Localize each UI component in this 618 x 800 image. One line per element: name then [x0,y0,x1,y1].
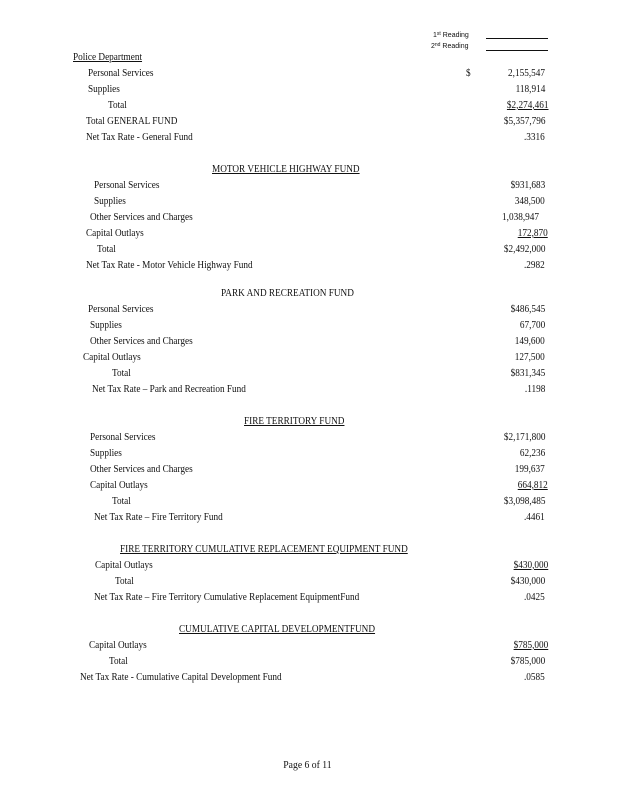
fire-other-services-label: Other Services and Charges [90,463,193,475]
park-supplies-label: Supplies [90,319,122,331]
ccd-capital-outlays-label: Capital Outlays [89,639,147,651]
fire-cre-capital-outlays-label: Capital Outlays [95,559,153,571]
ccd-total-label: Total [109,655,128,667]
fire-cre-net-tax-rate-value: .0425 [524,591,545,603]
general-net-tax-rate-value: .3316 [524,131,545,143]
fire-other-services-value: 199,637 [514,463,545,475]
police-supplies-label: Supplies [88,83,120,95]
fire-cre-total-label: Total [115,575,134,587]
fire-supplies-value: 62,236 [519,447,545,459]
park-capital-outlays-value: 127,500 [514,351,545,363]
mvh-supplies-value: 348,500 [514,195,545,207]
ccd-capital-outlays-value: $785,000 [513,639,548,651]
mvh-total-label: Total [97,243,116,255]
fire-cre-total-value: $430,000 [510,575,545,587]
fire-cre-capital-outlays-value: $430,000 [513,559,548,571]
total-general-fund-value: $5,357,796 [503,115,545,127]
mvh-fund-heading: MOTOR VEHICLE HIGHWAY FUND [212,163,360,175]
police-total-label: Total [108,99,127,111]
fire-cre-fund-heading: FIRE TERRITORY CUMULATIVE REPLACEMENT EQUIPMENT FUND [120,543,408,555]
park-personal-services-label: Personal Services [88,303,154,315]
park-supplies-value: 67,700 [519,319,545,331]
police-personal-services-label: Personal Services [88,67,154,79]
park-capital-outlays-label: Capital Outlays [83,351,141,363]
fire-net-tax-rate-value: .4461 [524,511,545,523]
first-reading-label: 1st Reading [433,31,469,39]
park-total-label: Total [112,367,131,379]
page-number: Page 6 of 11 [283,759,332,771]
mvh-total-value: $2,492,000 [503,243,545,255]
ccd-total-value: $785,000 [510,655,545,667]
park-net-tax-rate-label: Net Tax Rate – Park and Recreation Fund [92,383,246,395]
park-other-services-value: 149,600 [514,335,545,347]
ccd-net-tax-rate-value: .0585 [524,671,545,683]
mvh-net-tax-rate-label: Net Tax Rate - Motor Vehicle Highway Fund [86,259,253,271]
park-fund-heading: PARK AND RECREATION FUND [221,287,354,299]
fire-total-label: Total [112,495,131,507]
park-total-value: $831,345 [510,367,545,379]
first-reading-signature-line [486,38,548,39]
mvh-other-services-value: 1,038,947 [502,211,539,223]
mvh-personal-services-label: Personal Services [94,179,160,191]
fire-net-tax-rate-label: Net Tax Rate – Fire Territory Fund [94,511,223,523]
park-other-services-label: Other Services and Charges [90,335,193,347]
mvh-capital-outlays-value: 172,870 [517,227,548,239]
police-supplies-value: 118,914 [515,83,545,95]
general-net-tax-rate-label: Net Tax Rate - General Fund [86,131,193,143]
ccd-fund-heading: CUMULATIVE CAPITAL DEVELOPMENTFUND [179,623,376,635]
fire-personal-services-label: Personal Services [90,431,156,443]
fire-supplies-label: Supplies [90,447,122,459]
ccd-net-tax-rate-label: Net Tax Rate - Cumulative Capital Development Fund [80,671,282,683]
mvh-supplies-label: Supplies [94,195,126,207]
park-net-tax-rate-value: .1198 [524,383,545,395]
police-personal-services-value: 2,155,547 [508,67,545,79]
fire-total-value: $3,098,485 [503,495,545,507]
fire-fund-heading: FIRE TERRITORY FUND [244,415,345,427]
police-department-heading: Police Department [73,51,143,63]
fire-cre-net-tax-rate-label: Net Tax Rate – Fire Territory Cumulative Replacement EquipmentFund [94,591,360,603]
total-general-fund-label: Total GENERAL FUND [86,115,178,127]
fire-capital-outlays-label: Capital Outlays [90,479,148,491]
mvh-personal-services-value: $931,683 [510,179,545,191]
second-reading-signature-line [486,50,548,51]
police-total-value: $2,274,461 [506,99,548,111]
mvh-net-tax-rate-value: .2982 [524,259,545,271]
park-personal-services-value: $486,545 [510,303,545,315]
fire-personal-services-value: $2,171,800 [503,431,545,443]
mvh-other-services-label: Other Services and Charges [90,211,193,223]
second-reading-label: 2nd Reading [431,42,469,50]
police-currency-symbol: $ [466,67,471,79]
fire-capital-outlays-value: 664,812 [517,479,548,491]
mvh-capital-outlays-label: Capital Outlays [86,227,144,239]
